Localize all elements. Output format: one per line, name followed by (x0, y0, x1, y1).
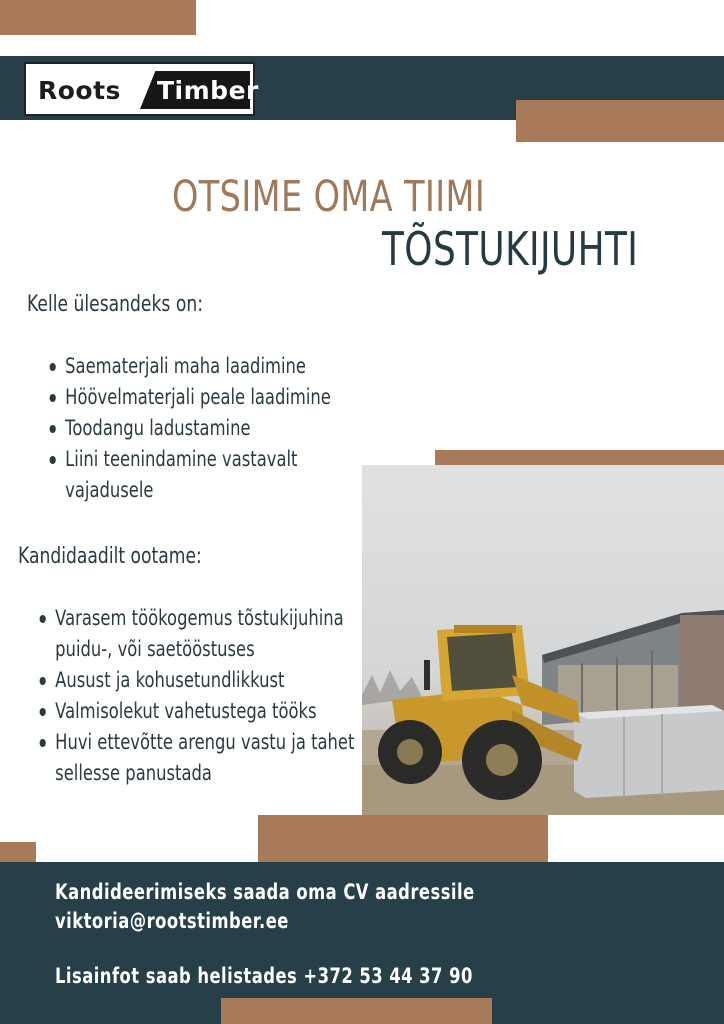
duties-list (48, 351, 331, 506)
list-item: Varasem töökogemus tõstukijuhina (55, 603, 354, 634)
list-item-continuation: vajadusele (65, 478, 154, 502)
list-item-continuation: sellesse panustada (55, 761, 212, 785)
logo-word-timber: Timber (157, 76, 259, 105)
list-item: Saematerjali maha laadimine (65, 351, 331, 382)
footer-bottom-accent-bar (221, 998, 492, 1024)
list-item: Liini teenindamine vastavalt (65, 444, 331, 475)
footer-email[interactable]: viktoria@rootstimber.ee (55, 909, 289, 933)
headline-line-2: TÕSTUKIJUHTI (382, 222, 639, 276)
footer-apply-text: Kandideerimiseks saada oma CV aadressile (55, 880, 475, 904)
loader-photo (362, 465, 724, 815)
photo-top-accent-bar (435, 450, 724, 465)
header-right-accent-bar (516, 100, 724, 142)
headline-line-1: OTSIME OMA TIIMI (172, 172, 486, 222)
list-item: Höövelmaterjali peale laadimine (65, 382, 331, 413)
list-item-continuation: puidu-, või saetööstuses (55, 637, 255, 661)
duties-label: Kelle ülesandeks on: (27, 292, 203, 317)
logo-word-roots: Roots (38, 76, 121, 105)
requirements-label: Kandidaadilt ootame: (18, 544, 202, 569)
loader-illustration (362, 465, 724, 815)
top-left-accent-bar (0, 0, 196, 35)
footer-mid-accent-bar (258, 815, 548, 862)
requirements-list (38, 603, 354, 789)
list-item: Huvi ettevõtte arengu vastu ja tahet (55, 727, 354, 758)
roots-timber-logo (24, 62, 259, 116)
footer-phone-info: Lisainfot saab helistades +372 53 44 37 90 (55, 964, 473, 988)
list-item: Valmisolekut vahetustega tööks (55, 696, 354, 727)
list-item: Ausust ja kohusetundlikkust (55, 665, 354, 696)
list-item: Toodangu ladustamine (65, 413, 331, 444)
